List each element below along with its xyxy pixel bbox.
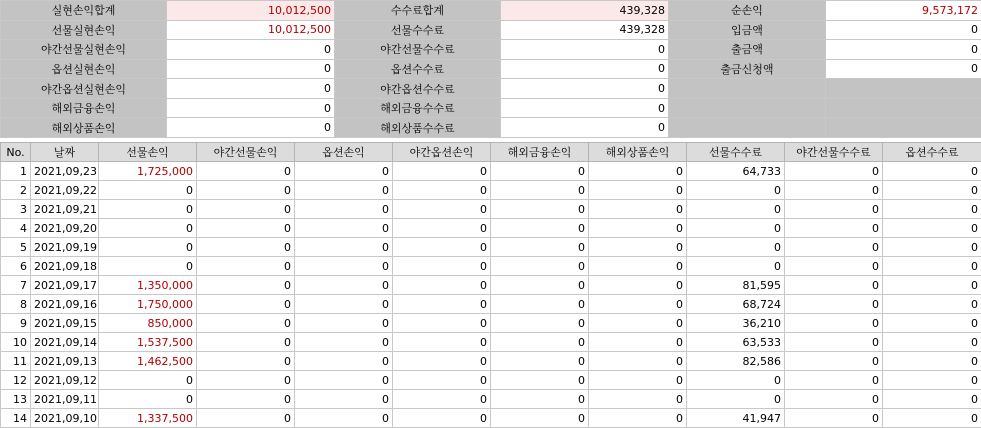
summary-row bbox=[1, 20, 981, 40]
summary-label: 순손익 bbox=[669, 1, 826, 21]
row-number: 7 bbox=[1, 276, 31, 295]
value-cell: 1,725,000 bbox=[99, 162, 197, 181]
value-cell: 0 bbox=[687, 181, 785, 200]
value-cell: 0 bbox=[883, 276, 981, 295]
empty-cell bbox=[826, 118, 981, 138]
value-cell: 0 bbox=[491, 352, 589, 371]
column-header[interactable]: 야간선물수수료 bbox=[785, 143, 883, 162]
summary-label: 옵션수수료 bbox=[335, 59, 501, 79]
row-number: 9 bbox=[1, 314, 31, 333]
value-cell: 0 bbox=[491, 200, 589, 219]
value-cell: 1,750,000 bbox=[99, 295, 197, 314]
date-cell: 2021,09,12 bbox=[31, 371, 99, 390]
value-cell: 1,537,500 bbox=[99, 333, 197, 352]
value-cell: 0 bbox=[295, 352, 393, 371]
value-cell: 0 bbox=[197, 371, 295, 390]
date-cell: 2021,09,21 bbox=[31, 200, 99, 219]
summary-value: 0 bbox=[826, 59, 981, 79]
value-cell: 0 bbox=[491, 162, 589, 181]
summary-value: 0 bbox=[167, 98, 335, 118]
value-cell: 0 bbox=[785, 219, 883, 238]
grid-header-row bbox=[1, 143, 981, 162]
value-cell: 0 bbox=[785, 181, 883, 200]
summary-label: 실현손익합계 bbox=[1, 1, 167, 21]
value-cell: 1,350,000 bbox=[99, 276, 197, 295]
table-row[interactable] bbox=[1, 238, 981, 257]
column-header[interactable]: 선물손익 bbox=[99, 143, 197, 162]
summary-label: 해외상품수수료 bbox=[335, 118, 501, 138]
empty-cell bbox=[669, 79, 826, 99]
value-cell: 0 bbox=[785, 390, 883, 409]
value-cell: 0 bbox=[197, 219, 295, 238]
summary-value: 0 bbox=[501, 40, 669, 60]
value-cell: 0 bbox=[99, 181, 197, 200]
value-cell: 0 bbox=[295, 276, 393, 295]
value-cell: 0 bbox=[295, 162, 393, 181]
row-number: 11 bbox=[1, 352, 31, 371]
value-cell: 81,595 bbox=[687, 276, 785, 295]
value-cell: 0 bbox=[197, 276, 295, 295]
value-cell: 0 bbox=[589, 219, 687, 238]
date-cell: 2021,09,17 bbox=[31, 276, 99, 295]
table-row[interactable] bbox=[1, 181, 981, 200]
value-cell: 0 bbox=[197, 390, 295, 409]
summary-label: 선물수수료 bbox=[335, 20, 501, 40]
value-cell: 0 bbox=[295, 295, 393, 314]
value-cell: 0 bbox=[589, 352, 687, 371]
empty-cell bbox=[826, 98, 981, 118]
summary-value: 0 bbox=[501, 59, 669, 79]
row-number: 13 bbox=[1, 390, 31, 409]
value-cell: 0 bbox=[197, 352, 295, 371]
summary-label: 야간옵션실현손익 bbox=[1, 79, 167, 99]
value-cell: 0 bbox=[491, 181, 589, 200]
value-cell: 0 bbox=[491, 333, 589, 352]
date-cell: 2021,09,13 bbox=[31, 352, 99, 371]
value-cell: 0 bbox=[589, 238, 687, 257]
value-cell: 0 bbox=[491, 238, 589, 257]
summary-label: 해외금융손익 bbox=[1, 98, 167, 118]
value-cell: 0 bbox=[393, 390, 491, 409]
value-cell: 0 bbox=[883, 181, 981, 200]
summary-row bbox=[1, 118, 981, 138]
value-cell: 0 bbox=[295, 390, 393, 409]
value-cell: 0 bbox=[393, 162, 491, 181]
row-number: 3 bbox=[1, 200, 31, 219]
value-cell: 0 bbox=[197, 409, 295, 428]
summary-row bbox=[1, 59, 981, 79]
column-header[interactable]: 날짜 bbox=[31, 143, 99, 162]
row-number: 1 bbox=[1, 162, 31, 181]
value-cell: 0 bbox=[589, 390, 687, 409]
value-cell: 0 bbox=[393, 333, 491, 352]
value-cell: 0 bbox=[393, 371, 491, 390]
value-cell: 0 bbox=[589, 314, 687, 333]
value-cell: 0 bbox=[785, 276, 883, 295]
value-cell: 0 bbox=[883, 333, 981, 352]
value-cell: 0 bbox=[197, 238, 295, 257]
value-cell: 0 bbox=[883, 219, 981, 238]
value-cell: 82,586 bbox=[687, 352, 785, 371]
value-cell: 0 bbox=[883, 162, 981, 181]
value-cell: 0 bbox=[295, 219, 393, 238]
column-header[interactable]: No. bbox=[1, 143, 31, 162]
date-cell: 2021,09,22 bbox=[31, 181, 99, 200]
value-cell: 0 bbox=[197, 257, 295, 276]
value-cell: 0 bbox=[393, 238, 491, 257]
value-cell: 0 bbox=[295, 200, 393, 219]
value-cell: 0 bbox=[197, 162, 295, 181]
value-cell: 63,533 bbox=[687, 333, 785, 352]
date-cell: 2021,09,20 bbox=[31, 219, 99, 238]
value-cell: 0 bbox=[589, 200, 687, 219]
summary-value: 0 bbox=[167, 59, 335, 79]
value-cell: 0 bbox=[687, 238, 785, 257]
value-cell: 0 bbox=[197, 295, 295, 314]
value-cell: 0 bbox=[197, 181, 295, 200]
summary-value: 9,573,172 bbox=[826, 1, 981, 21]
table-row[interactable] bbox=[1, 162, 981, 181]
table-row[interactable] bbox=[1, 390, 981, 409]
value-cell: 0 bbox=[785, 295, 883, 314]
table-row[interactable] bbox=[1, 333, 981, 352]
value-cell: 0 bbox=[785, 200, 883, 219]
table-row[interactable] bbox=[1, 352, 981, 371]
value-cell: 0 bbox=[393, 409, 491, 428]
summary-label: 해외상품손익 bbox=[1, 118, 167, 138]
value-cell: 0 bbox=[491, 257, 589, 276]
value-cell: 0 bbox=[883, 295, 981, 314]
summary-row bbox=[1, 98, 981, 118]
value-cell: 0 bbox=[785, 162, 883, 181]
table-row[interactable] bbox=[1, 371, 981, 390]
summary-row bbox=[1, 1, 981, 21]
table-row[interactable] bbox=[1, 409, 981, 428]
value-cell: 0 bbox=[883, 352, 981, 371]
table-row[interactable] bbox=[1, 257, 981, 276]
value-cell: 0 bbox=[883, 257, 981, 276]
empty-cell bbox=[669, 98, 826, 118]
value-cell: 0 bbox=[99, 238, 197, 257]
column-header[interactable]: 옵션손익 bbox=[295, 143, 393, 162]
value-cell: 0 bbox=[883, 200, 981, 219]
value-cell: 0 bbox=[491, 390, 589, 409]
value-cell: 0 bbox=[785, 409, 883, 428]
value-cell: 0 bbox=[687, 371, 785, 390]
summary-value: 10,012,500 bbox=[167, 20, 335, 40]
summary-value: 10,012,500 bbox=[167, 1, 335, 21]
date-cell: 2021,09,10 bbox=[31, 409, 99, 428]
column-header[interactable]: 선물수수료 bbox=[687, 143, 785, 162]
value-cell: 850,000 bbox=[99, 314, 197, 333]
summary-value: 0 bbox=[501, 79, 669, 99]
value-cell: 0 bbox=[295, 409, 393, 428]
row-number: 4 bbox=[1, 219, 31, 238]
value-cell: 0 bbox=[589, 295, 687, 314]
value-cell: 0 bbox=[393, 276, 491, 295]
summary-row bbox=[1, 40, 981, 60]
value-cell: 0 bbox=[589, 162, 687, 181]
value-cell: 0 bbox=[883, 371, 981, 390]
value-cell: 0 bbox=[589, 409, 687, 428]
value-cell: 0 bbox=[393, 200, 491, 219]
date-cell: 2021,09,19 bbox=[31, 238, 99, 257]
summary-label: 출금신청액 bbox=[669, 59, 826, 79]
value-cell: 0 bbox=[589, 276, 687, 295]
summary-label: 선물실현손익 bbox=[1, 20, 167, 40]
table-row[interactable] bbox=[1, 219, 981, 238]
value-cell: 1,337,500 bbox=[99, 409, 197, 428]
row-number: 2 bbox=[1, 181, 31, 200]
value-cell: 1,462,500 bbox=[99, 352, 197, 371]
value-cell: 0 bbox=[491, 295, 589, 314]
summary-label: 해외금융수수료 bbox=[335, 98, 501, 118]
value-cell: 0 bbox=[295, 257, 393, 276]
value-cell: 0 bbox=[99, 200, 197, 219]
table-row[interactable] bbox=[1, 314, 981, 333]
summary-label: 출금액 bbox=[669, 40, 826, 60]
value-cell: 0 bbox=[785, 333, 883, 352]
value-cell: 0 bbox=[491, 219, 589, 238]
empty-cell bbox=[826, 79, 981, 99]
value-cell: 0 bbox=[197, 314, 295, 333]
value-cell: 0 bbox=[589, 371, 687, 390]
value-cell: 0 bbox=[687, 219, 785, 238]
value-cell: 68,724 bbox=[687, 295, 785, 314]
value-cell: 0 bbox=[785, 314, 883, 333]
row-number: 6 bbox=[1, 257, 31, 276]
value-cell: 0 bbox=[687, 200, 785, 219]
column-header[interactable]: 야간선물손익 bbox=[197, 143, 295, 162]
value-cell: 0 bbox=[295, 238, 393, 257]
summary-value: 439,328 bbox=[501, 1, 669, 21]
column-header[interactable]: 해외금융손익 bbox=[491, 143, 589, 162]
summary-value: 0 bbox=[501, 118, 669, 138]
value-cell: 0 bbox=[393, 181, 491, 200]
row-number: 10 bbox=[1, 333, 31, 352]
value-cell: 0 bbox=[687, 390, 785, 409]
value-cell: 0 bbox=[295, 314, 393, 333]
row-number: 8 bbox=[1, 295, 31, 314]
summary-label: 야간선물실현손익 bbox=[1, 40, 167, 60]
value-cell: 0 bbox=[197, 333, 295, 352]
summary-value: 0 bbox=[501, 98, 669, 118]
date-cell: 2021,09,11 bbox=[31, 390, 99, 409]
value-cell: 0 bbox=[491, 314, 589, 333]
value-cell: 0 bbox=[491, 371, 589, 390]
summary-value: 0 bbox=[826, 20, 981, 40]
summary-row bbox=[1, 79, 981, 99]
value-cell: 0 bbox=[393, 314, 491, 333]
row-number: 12 bbox=[1, 371, 31, 390]
value-cell: 0 bbox=[589, 257, 687, 276]
summary-label: 수수료합계 bbox=[335, 1, 501, 21]
value-cell: 0 bbox=[99, 257, 197, 276]
summary-label: 야간선물수수료 bbox=[335, 40, 501, 60]
summary-value: 439,328 bbox=[501, 20, 669, 40]
value-cell: 0 bbox=[393, 219, 491, 238]
value-cell: 0 bbox=[197, 200, 295, 219]
column-header[interactable]: 옵션수수료 bbox=[883, 143, 981, 162]
date-cell: 2021,09,23 bbox=[31, 162, 99, 181]
value-cell: 0 bbox=[393, 352, 491, 371]
value-cell: 0 bbox=[295, 181, 393, 200]
table-row[interactable] bbox=[1, 200, 981, 219]
summary-label: 야간옵션수수료 bbox=[335, 79, 501, 99]
table-row[interactable] bbox=[1, 276, 981, 295]
value-cell: 64,733 bbox=[687, 162, 785, 181]
value-cell: 0 bbox=[393, 295, 491, 314]
value-cell: 0 bbox=[883, 409, 981, 428]
value-cell: 0 bbox=[589, 181, 687, 200]
value-cell: 0 bbox=[785, 352, 883, 371]
column-header[interactable]: 야간옵션손익 bbox=[393, 143, 491, 162]
summary-label: 입금액 bbox=[669, 20, 826, 40]
column-header[interactable]: 해외상품손익 bbox=[589, 143, 687, 162]
date-cell: 2021,09,15 bbox=[31, 314, 99, 333]
summary-label: 옵션실현손익 bbox=[1, 59, 167, 79]
summary-value: 0 bbox=[167, 40, 335, 60]
summary-value: 0 bbox=[167, 118, 335, 138]
value-cell: 36,210 bbox=[687, 314, 785, 333]
value-cell: 0 bbox=[295, 371, 393, 390]
value-cell: 41,947 bbox=[687, 409, 785, 428]
value-cell: 0 bbox=[589, 333, 687, 352]
row-number: 5 bbox=[1, 238, 31, 257]
table-row[interactable] bbox=[1, 295, 981, 314]
value-cell: 0 bbox=[491, 409, 589, 428]
summary-value: 0 bbox=[167, 79, 335, 99]
summary-value: 0 bbox=[826, 40, 981, 60]
daily-pnl-grid bbox=[0, 142, 981, 428]
row-number: 14 bbox=[1, 409, 31, 428]
value-cell: 0 bbox=[785, 257, 883, 276]
empty-cell bbox=[669, 118, 826, 138]
value-cell: 0 bbox=[295, 333, 393, 352]
date-cell: 2021,09,16 bbox=[31, 295, 99, 314]
value-cell: 0 bbox=[883, 390, 981, 409]
value-cell: 0 bbox=[491, 276, 589, 295]
date-cell: 2021,09,18 bbox=[31, 257, 99, 276]
value-cell: 0 bbox=[785, 371, 883, 390]
value-cell: 0 bbox=[883, 314, 981, 333]
date-cell: 2021,09,14 bbox=[31, 333, 99, 352]
value-cell: 0 bbox=[785, 238, 883, 257]
value-cell: 0 bbox=[99, 371, 197, 390]
value-cell: 0 bbox=[393, 257, 491, 276]
value-cell: 0 bbox=[99, 390, 197, 409]
summary-panel bbox=[0, 0, 981, 138]
value-cell: 0 bbox=[687, 257, 785, 276]
value-cell: 0 bbox=[99, 219, 197, 238]
value-cell: 0 bbox=[883, 238, 981, 257]
